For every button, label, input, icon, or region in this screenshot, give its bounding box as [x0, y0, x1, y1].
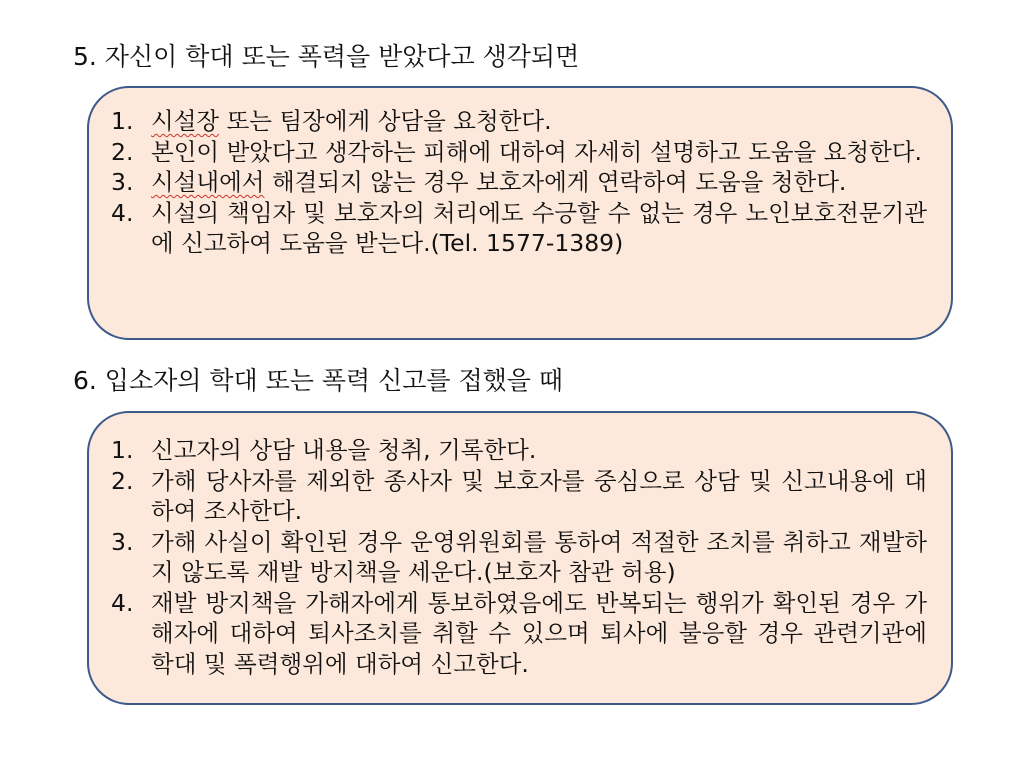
list-item [111, 588, 927, 680]
item-text: 신고자의 상담 내용을 청취, 기록한다. [151, 436, 537, 464]
list-item [111, 198, 927, 259]
item-text: 시설의 책임자 및 보호자의 처리에도 수긍할 수 없는 경우 노인보호전문기관에 신고하여 도움을 받는다.(Tel. 1577-1389) [151, 198, 927, 257]
item-text: 본인이 받았다고 생각하는 피해에 대하여 자세히 설명하고 도움을 요청한다. [151, 137, 922, 166]
item-number: 1. [111, 107, 134, 135]
list-item [111, 167, 927, 198]
list-item [111, 527, 927, 588]
section-6-list [111, 435, 927, 679]
spellcheck-marked-word: 시설내에서 [151, 168, 265, 196]
section-5-list [111, 106, 927, 259]
section-6-box [87, 411, 953, 705]
list-item [111, 106, 927, 137]
section-6-heading: 6. 입소자의 학대 또는 폭력 신고를 접했을 때 [73, 366, 564, 395]
item-number: 4. [111, 588, 134, 617]
spellcheck-marked-word: 시설장 [151, 107, 220, 135]
item-number: 3. [111, 168, 134, 196]
item-number: 2. [111, 466, 134, 495]
list-item [111, 435, 927, 466]
item-text: 또는 팀장에게 상담을 요청한다. [219, 107, 552, 135]
item-number: 1. [111, 436, 134, 464]
item-number: 2. [111, 137, 134, 166]
list-item [111, 137, 927, 168]
item-text: 가해 사실이 확인된 경우 운영위원회를 통하여 적절한 조치를 취하고 재발하지 않도록 재발 방지책을 세운다.(보호자 참관 허용) [151, 527, 927, 586]
item-number: 3. [111, 527, 134, 556]
list-item [111, 466, 927, 527]
item-text: 재발 방지책을 가해자에게 통보하였음에도 반복되는 행위가 확인된 경우 가해자에 대하여 퇴사조치를 취할 수 있으며 퇴사에 불응할 경우 관련기관에 학대 및 폭력행위에 대하여 신고한다. [151, 588, 927, 678]
item-text: 가해 당사자를 제외한 종사자 및 보호자를 중심으로 상담 및 신고내용에 대하여 조사한다. [151, 466, 927, 525]
item-text: 해결되지 않는 경우 보호자에게 연락하여 도움을 청한다. [264, 168, 847, 196]
item-number: 4. [111, 198, 134, 227]
section-5-box [87, 86, 953, 340]
section-5-heading: 5. 자신이 학대 또는 폭력을 받았다고 생각되면 [73, 42, 580, 71]
